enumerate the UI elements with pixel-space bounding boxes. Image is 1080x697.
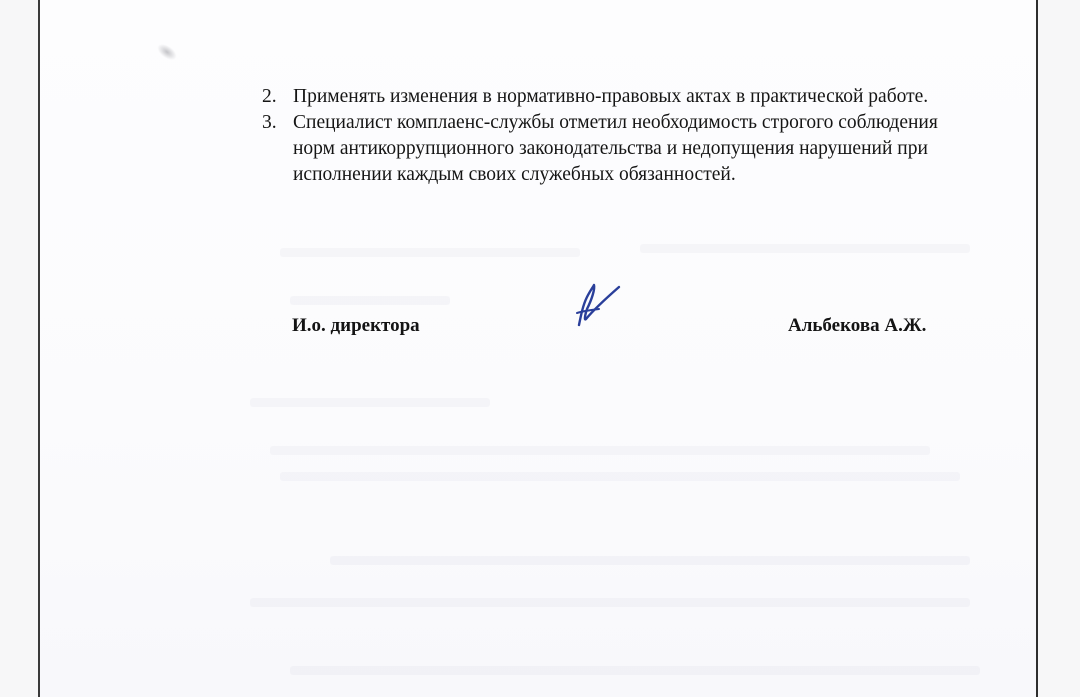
position-title: И.о. директора [292, 315, 420, 336]
numbered-list [262, 84, 982, 188]
list-item-text: Применять изменения в нормативно-правовых актах в практической работе. [293, 86, 929, 107]
bleed-through-mark [290, 296, 450, 305]
signatory-name: Альбекова А.Ж. [788, 315, 927, 336]
bleed-through-mark [290, 666, 980, 675]
bleed-through-mark [330, 556, 970, 565]
page-edge-right [1036, 0, 1038, 697]
list-item-number: 2. [262, 86, 277, 107]
document-page [40, 0, 1036, 697]
bleed-through-mark [280, 472, 960, 481]
list-item-number: 3. [262, 112, 277, 133]
list-item-text: Специалист комплаенс-службы отметил необходимость строгого соблюдения норм антикоррупционного законодательства и недопущения нарушений при исполнении каждым своих служебных обязанностей. [293, 112, 938, 185]
bleed-through-mark [250, 398, 490, 407]
signature-block [40, 315, 1036, 345]
page-edge-left [38, 0, 40, 697]
list-item [262, 110, 982, 188]
bleed-through-mark [280, 248, 580, 257]
bleed-through-mark [250, 598, 970, 607]
bleed-through-mark [640, 244, 970, 253]
list-item [262, 84, 982, 110]
paper-stain [155, 41, 180, 63]
bleed-through-mark [270, 446, 930, 455]
